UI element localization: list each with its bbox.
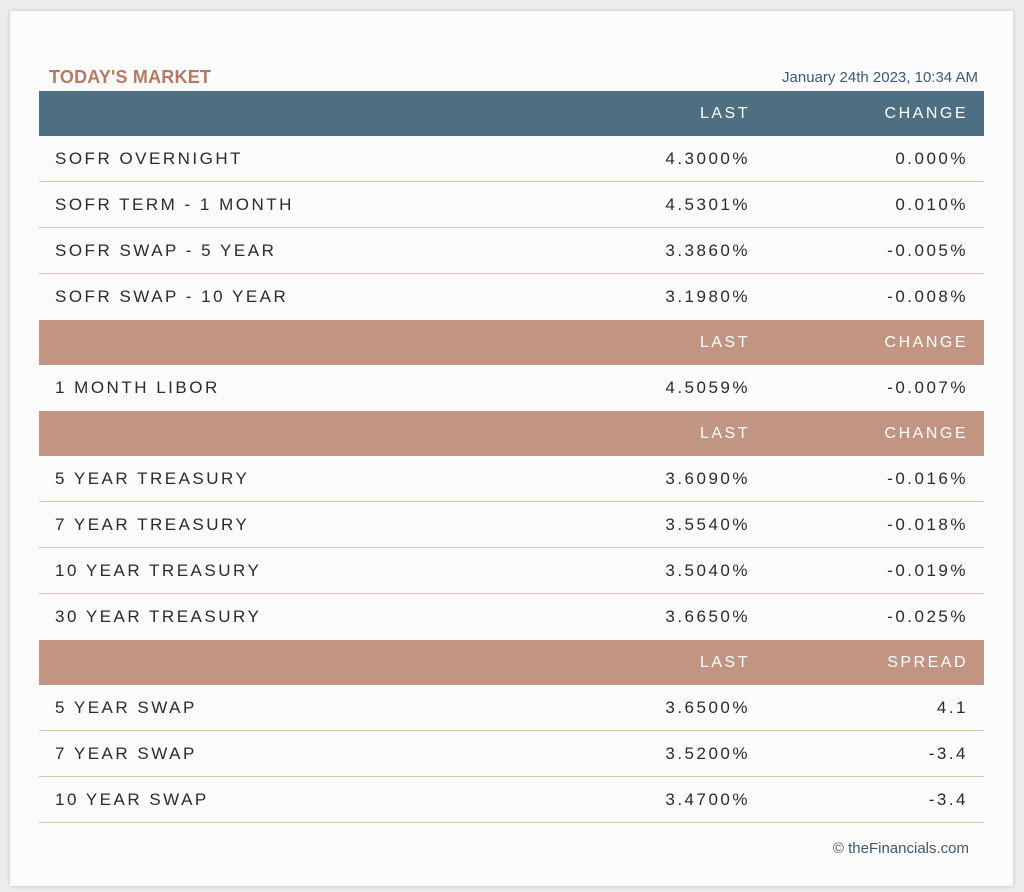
column-header-last: LAST [699, 105, 750, 122]
row-name: 7 YEAR TREASURY [55, 515, 250, 534]
row-last: 4.3000% [665, 149, 750, 168]
column-header-last: LAST [699, 334, 750, 351]
timestamp: January 24th 2023, 10:34 AM [782, 69, 978, 86]
row-last: 4.5059% [665, 378, 750, 397]
row-name: 5 YEAR TREASURY [55, 469, 250, 488]
section-header-sofr [39, 91, 984, 136]
source-link[interactable]: © theFinancials.com [832, 840, 969, 857]
row-last: 3.5040% [665, 561, 750, 580]
table-row [39, 228, 984, 274]
section-header-libor [39, 320, 984, 365]
card-header [49, 67, 978, 91]
row-name: 10 YEAR SWAP [55, 790, 209, 809]
row-change: -0.008% [887, 287, 968, 306]
table-row [39, 365, 984, 411]
row-last: 4.5301% [665, 195, 750, 214]
column-header-change: CHANGE [884, 334, 968, 351]
row-name: SOFR SWAP - 10 YEAR [55, 287, 289, 306]
row-last: 3.6650% [665, 607, 750, 626]
row-name: 1 MONTH LIBOR [55, 378, 220, 397]
table-row [39, 685, 984, 731]
table-row [39, 502, 984, 548]
row-change: -0.016% [887, 469, 968, 488]
row-change: -0.025% [887, 607, 968, 626]
row-last: 3.4700% [665, 790, 750, 809]
column-header-change: CHANGE [884, 425, 968, 442]
row-name: 30 YEAR TREASURY [55, 607, 262, 626]
row-change: -0.007% [887, 378, 968, 397]
row-spread: -3.4 [928, 790, 968, 809]
row-spread: -3.4 [928, 744, 968, 763]
row-name: 5 YEAR SWAP [55, 698, 197, 717]
row-name: 10 YEAR TREASURY [55, 561, 262, 580]
row-change: -0.019% [887, 561, 968, 580]
table-row [39, 731, 984, 777]
row-last: 3.6500% [665, 698, 750, 717]
column-header-last: LAST [699, 654, 750, 671]
row-last: 3.5540% [665, 515, 750, 534]
row-change: 0.010% [895, 195, 968, 214]
row-change: -0.018% [887, 515, 968, 534]
table-row [39, 182, 984, 228]
row-name: SOFR SWAP - 5 YEAR [55, 241, 277, 260]
row-change: -0.005% [887, 241, 968, 260]
row-last: 3.3860% [665, 241, 750, 260]
table-row [39, 274, 984, 320]
table-row [39, 548, 984, 594]
table-row [39, 136, 984, 182]
row-name: SOFR TERM - 1 MONTH [55, 195, 294, 214]
row-last: 3.5200% [665, 744, 750, 763]
row-last: 3.1980% [665, 287, 750, 306]
table-row [39, 456, 984, 502]
table-row [39, 594, 984, 640]
section-header-swap [39, 640, 984, 685]
table-row [39, 777, 984, 823]
row-change: 0.000% [895, 149, 968, 168]
row-name: SOFR OVERNIGHT [55, 149, 244, 168]
row-name: 7 YEAR SWAP [55, 744, 197, 763]
page-title: TODAY'S MARKET [49, 67, 212, 87]
row-spread: 4.1 [936, 698, 968, 717]
column-header-change: CHANGE [884, 105, 968, 122]
section-header-treasury [39, 411, 984, 456]
market-table [39, 91, 984, 823]
row-last: 3.6090% [665, 469, 750, 488]
column-header-spread: SPREAD [887, 654, 968, 671]
column-header-last: LAST [699, 425, 750, 442]
